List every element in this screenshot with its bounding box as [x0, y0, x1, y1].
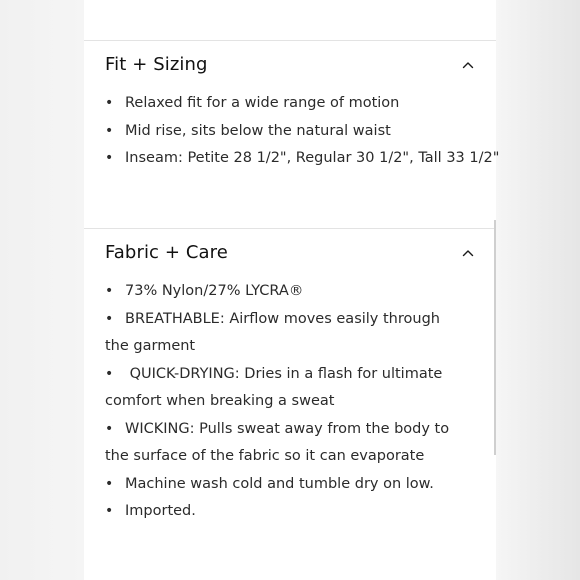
list-item: • QUICK-DRYING: Dries in a flash for ultimate comfort when breaking a sweat [105, 361, 465, 416]
list-item: • Relaxed fit for a wide range of motion [105, 90, 485, 118]
bullet: • [105, 365, 114, 382]
bullet: • [105, 122, 114, 139]
list-item: • BREATHABLE: Airflow moves easily through the garment [105, 306, 465, 361]
section-divider [84, 40, 496, 41]
section-title: Fit + Sizing [105, 54, 208, 75]
section-divider [84, 228, 496, 229]
fabric-care-list [105, 278, 465, 526]
list-item: • 73% Nylon/27% LYCRA® [105, 278, 465, 306]
fit-sizing-header[interactable] [84, 44, 496, 88]
bullet: • [105, 503, 114, 519]
background-right [495, 0, 580, 580]
product-details-panel [84, 0, 500, 580]
chevron-up-icon[interactable] [462, 248, 474, 258]
section-title: Fabric + Care [105, 242, 228, 263]
list-item: • Imported. [105, 498, 465, 526]
bullet: • [105, 310, 114, 327]
fit-sizing-list [105, 90, 500, 173]
bullet: • [105, 283, 114, 299]
chevron-up-icon[interactable] [462, 60, 474, 70]
list-item: • WICKING: Pulls sweat away from the body to the surface of the fabric so it can evaporate [105, 416, 465, 471]
bullet: • [105, 95, 114, 111]
scrollbar[interactable] [494, 220, 496, 455]
bullet: • [105, 475, 114, 492]
list-item: • Inseam: Petite 28 1/2", Regular 30 1/2", Tall 33 1/2" [105, 145, 485, 173]
fabric-care-header[interactable] [84, 232, 496, 276]
bullet: • [105, 420, 114, 437]
list-item: • Mid rise, sits below the natural waist [105, 118, 485, 146]
list-item: • Machine wash cold and tumble dry on low. [105, 471, 465, 499]
background-left [0, 0, 84, 580]
bullet: • [105, 150, 114, 166]
